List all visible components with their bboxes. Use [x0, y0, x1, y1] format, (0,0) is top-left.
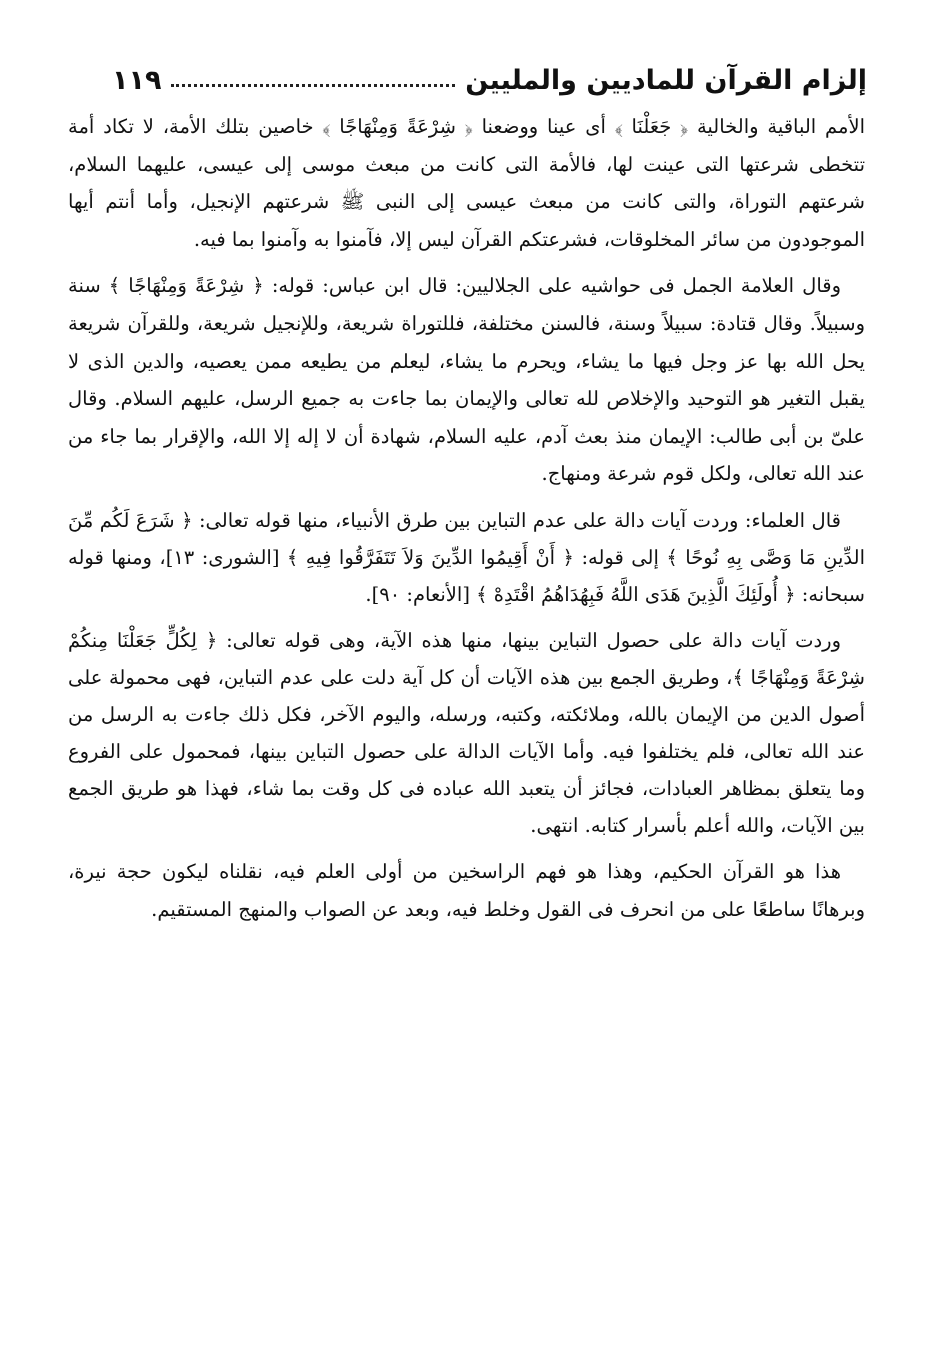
- body-text: [68, 108, 865, 937]
- paragraph-5: هذا هو القرآن الحكيم، وهذا هو فهم الراسخين من أولى العلم فيه، نقلناه ليكون حجة نيرة، وبرهانًا ساطعًا على من انحرف فى القول وخلط فيه، وبعد عن الصواب والمنهج المستقيم.: [68, 859, 865, 921]
- running-title: إلزام القرآن للماديين والمليين: [465, 65, 867, 96]
- paragraph-2: وقال العلامة الجمل فى حواشيه على الجلاليين: قال ابن عباس: قوله: ﴿ شِرْعَةً وَمِنْهَاجًا ﴾ سنة وسبيلاً. وقال قتادة: سبيلاً وسنة، فالسنن مختلفة، فللتوراة شريعة، وللإنجيل شريعة، وللقرآن شريعة يحل الله بها عز وجل فيها ما يشاء، ويحرم ما يشاء، ليعلم من يطيعه ممن يعصيه، والدين الذى لا يقبل التغير هو التوحيد والإخلاص لله تعالى والإيمان بما جاءت به جميع الرسل، عليهم السلام. وقال علىّ بن أبى طالب: الإيمان منذ بعث آدم، عليه السلام، شهادة أن لا إله إلا الله، والإقرار بما جاء من عند الله تعالى، ولكل قوم شرعة ومنهاج.: [68, 274, 865, 486]
- paragraph-1: الأمم الباقية والخالية ﴿ جَعَلْنَا ﴾ أى عينا ووضعنا ﴿ شِرْعَةً وَمِنْهَاجًا ﴾ خاصين بتلك الأمة، لا تكاد أمة تتخطى شرعتها التى عينت لها، فالأمة التى كانت من مبعث موسى إلى عيسى، عليهما السلام، شرعتهم التوراة، والتى كانت من مبعث عيسى إلى النبى ﷺ شرعتهم الإنجيل، وأما أنتم أيها الموجودون من سائر المخلوقات، فشرعتكم القرآن ليس إلا، فآمنوا به وآمنوا بما فيه.: [68, 115, 865, 251]
- header-dot-leader: [171, 84, 455, 87]
- paragraph-4: وردت آيات دالة على حصول التباين بينها، منها هذه الآية، وهى قوله تعالى: ﴿ لِكُلٍّ جَعَلْنَا مِنكُمْ شِرْعَةً وَمِنْهَاجًا ﴾، وطريق الجمع بين هذه الآيات أن كل آية دلت على عدم التباين، فهى محمولة على أصول الدين من الإيمان بالله، وملائكته، وكتبه، ورسله، واليوم الآخر، فكل ذلك جاءت به الرسل من عند الله تعالى، فلم يختلفوا فيه. وأما الآيات الدالة على حصول التباين بينها، فمحمول على الفروع وما يتعلق بمظاهر العبادات، فجائز أن يتعبد الله عباده فى كل وقت بما شاء، فهذا هو طريق الجمع بين الآيات، والله أعلم بأسرار كتابه. انتهى.: [68, 628, 865, 837]
- page-number: ١١٩: [112, 65, 162, 96]
- page-header: [112, 50, 867, 96]
- paragraph-3: قال العلماء: وردت آيات دالة على عدم التباين بين طرق الأنبياء، منها قوله تعالى: ﴿ شَرَعَ لَكُم مِّنَ الدِّينِ مَا وَصَّى بِهِ نُوحًا ﴾ إلى قوله: ﴿ أَنْ أَقِيمُوا الدِّينَ وَلاَ تَتَفَرَّقُوا فِيهِ ﴾ [الشورى: ١٣]، ومنها قوله سبحانه: ﴿ أُولَئِكَ الَّذِينَ هَدَى اللَّهُ فَبِهُدَاهُمُ اقْتَدِهْ ﴾ [الأنعام: ٩٠].: [68, 508, 866, 606]
